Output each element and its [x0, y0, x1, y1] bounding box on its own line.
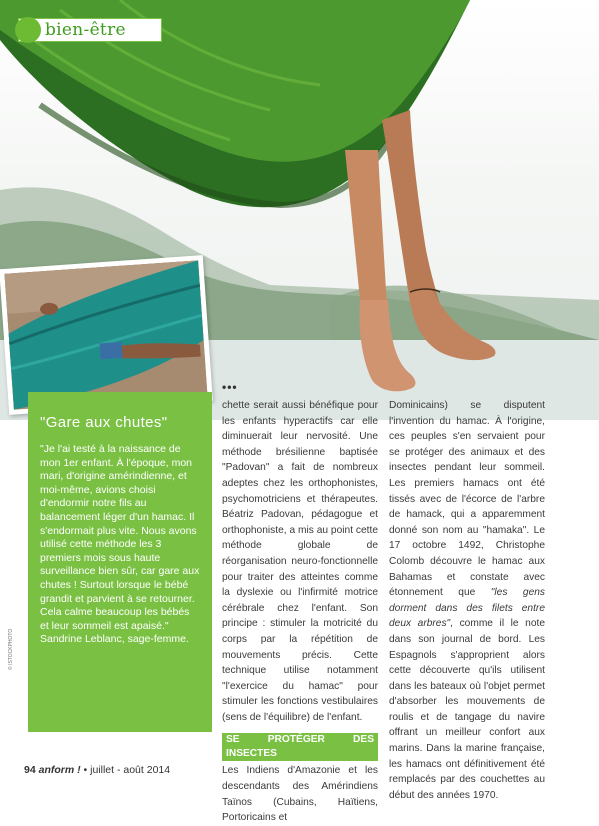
testimony-signature: Sandrine Leblanc, sage-femme. — [40, 633, 189, 646]
issue-date: • juillet - août 2014 — [83, 764, 171, 776]
page-number: 94 — [24, 764, 36, 776]
section-dot-icon — [15, 17, 41, 43]
article-column-1 — [222, 398, 378, 826]
section-label: bien-être — [45, 20, 126, 40]
testimony-box — [28, 392, 212, 732]
section-tag — [18, 18, 162, 42]
page-footer — [24, 764, 170, 776]
article-quote: "les gens dorment dans des filets entre deux arbres" — [389, 587, 545, 630]
testimony-text: "Je l'ai testé à la naissance de mon 1er enfant. À l'époque, mon mari, d'origine amérindienne, et moi-même, avions choisi d'endormir notre fils au balancement léger d'un hamac. Il s'endormait plus vite. Nous avons utilisé cette méthode les 3 premiers mois sous haute surveillance bien sûr, car gare aux chutes ! Surtout lorsque le bébé grandit et parvient à se retourner. Cela calme beaucoup les bébés et leur sommeil est apaisé." — [40, 443, 200, 632]
article-paragraph: chette serait aussi bénéfique pour les enfants hyperactifs car elle diminuerait leur nervosité. Une méthode brésilienne baptisée "Padovan" a fait de nombreux adeptes chez les orthophonistes, psychomotriciens et thérapeutes. Béatriz Padovan, pédagogue et orthophoniste, a mis au point cette méthode globale de réorganisation neuro-fonctionnelle pour traiter des atteintes comme la dyslexie ou l'infirmité motrice cérébrale chez l'enfant. Son principe : stimuler la motricité du corps par la répétition de mouvements précis. Cette technique utilise notamment "l'exercice du hamac" pour stimuler les fonctions vestibulaires (sens de l'équilibre) de l'enfant. — [222, 400, 378, 723]
magazine-brand: anform ! — [38, 764, 81, 776]
article-paragraph — [389, 398, 545, 803]
article-paragraph: Les Indiens d'Amazonie et les descendants des Amérindiens Taïnos (Cubains, Haïtiens, Portoricains et — [222, 765, 378, 824]
article-column-2 — [389, 398, 545, 803]
hammock-person-photo — [4, 260, 207, 409]
article-text: , comme il le note dans son journal de bord. Les Espagnols s'approprient alors cette découverte qu'ils utilisent dans les bateaux où l'objet permet d'absorber les mouvements de roulis et de tangage du navire offrant un meilleur confort aux marins. Dans la marine française, les hamacs ont définitivement été remplacés par des couchettes au début des années 1970. — [389, 618, 545, 801]
photo-credit: © ISTOCKPHOTO — [8, 628, 14, 670]
continuation-dots: ••• — [222, 380, 238, 394]
article-text: Dominicains) se disputent l'invention du hamac. À l'origine, ces peuples s'en servaient pour se protéger des animaux et des insectes pendant leur sommeil. Les premiers hamacs ont été tissés avec de l'écorce de l'arbre de hamack, qui a apparemment donné son nom au "hamaka". Le 17 octobre 1492, Christophe Colomb découvre le hamac aux Bahamas et constate avec étonnement que — [389, 400, 545, 599]
inset-photo — [0, 255, 213, 415]
testimony-title: "Gare aux chutes" — [40, 414, 168, 431]
subheading: SE PROTÉGER DES INSECTES — [222, 733, 378, 761]
